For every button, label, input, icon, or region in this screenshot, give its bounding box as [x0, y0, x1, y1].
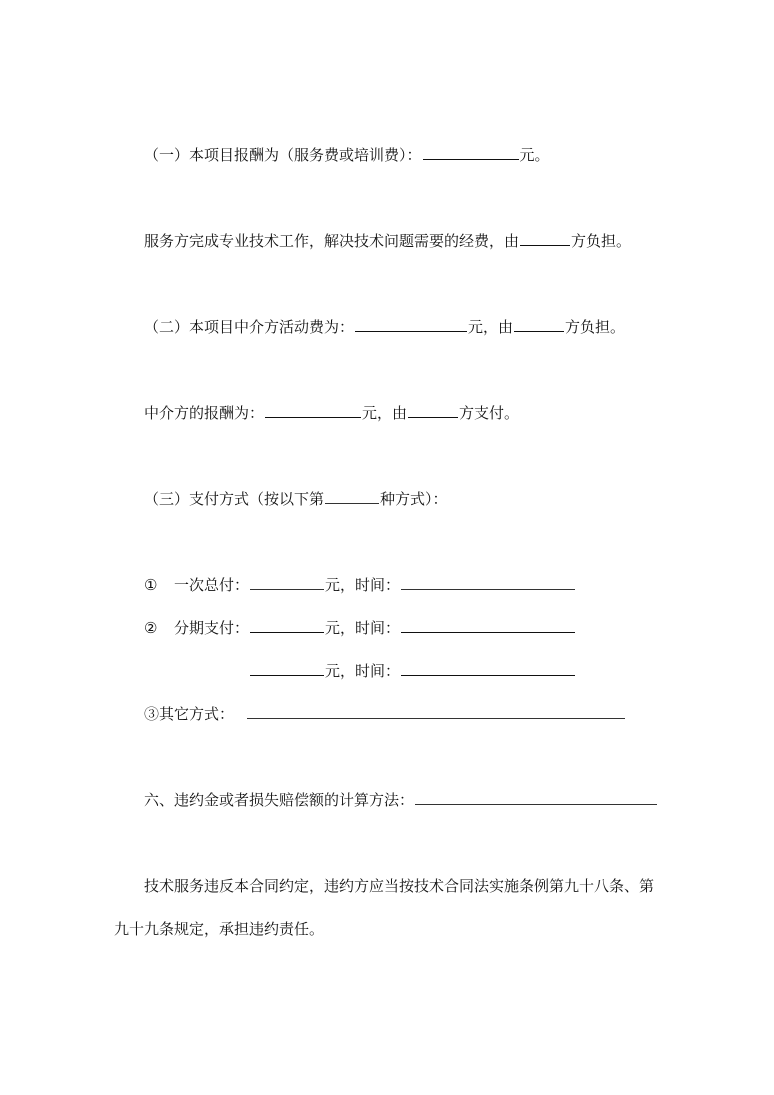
installment-middle-2: 元，时间： [325, 662, 401, 680]
agent-pay-line [144, 403, 519, 423]
installment-amount-blank-2[interactable] [250, 661, 324, 676]
penalty-line [144, 790, 658, 810]
agent-pay-prefix: 中介方的报酬为： [144, 404, 265, 422]
fee-amount-blank[interactable] [423, 145, 519, 160]
payment-method-suffix: 种方式）： [380, 490, 448, 508]
lump-sum-marker: ① [144, 576, 158, 594]
agent-fee-suffix: 方负担。 [565, 318, 626, 336]
lump-sum-time-blank[interactable] [401, 575, 575, 590]
agent-fee-prefix: （二）本项目中介方活动费为： [144, 318, 355, 336]
agent-fee-party-blank[interactable] [514, 317, 564, 332]
installment-time-blank-2[interactable] [401, 661, 575, 676]
liability-text-1: 技术服务违反本合同约定，违约方应当按技术合同法实施条例第九十八条、第 [144, 877, 655, 895]
other-method-label: ③其它方式： [144, 705, 235, 723]
fee-line [144, 145, 550, 165]
payment-method-prefix: （三）支付方式（按以下第 [144, 490, 325, 508]
expense-party-blank[interactable] [520, 231, 570, 246]
installment-line-2 [249, 661, 576, 681]
agent-fee-amount-blank[interactable] [355, 317, 467, 332]
installment-amount-blank-1[interactable] [250, 618, 324, 633]
penalty-method-blank[interactable] [415, 790, 657, 805]
liability-text-2: 九十九条规定，承担违约责任。 [114, 920, 325, 938]
lump-sum-amount-blank[interactable] [250, 575, 324, 590]
installment-middle-1: 元，时间： [325, 619, 401, 637]
installment-line-1 [144, 618, 576, 638]
liability-line-1 [144, 876, 654, 896]
penalty-label: 六、违约金或者损失赔偿额的计算方法： [144, 791, 415, 809]
payment-method-choice-blank[interactable] [325, 489, 379, 504]
fee-prefix: （一）本项目报酬为（服务费或培训费）： [144, 146, 422, 164]
agent-pay-middle: 元，由 [362, 404, 408, 422]
expense-prefix: 服务方完成专业技术工作，解决技术问题需要的经费，由 [144, 232, 520, 250]
payment-method-line [144, 489, 448, 509]
agent-fee-line [144, 317, 625, 337]
installment-marker: ② [144, 619, 158, 637]
expense-line [144, 231, 631, 251]
other-method-blank[interactable] [247, 704, 625, 719]
agent-fee-middle: 元，由 [468, 318, 514, 336]
fee-suffix: 元。 [519, 146, 550, 164]
agent-pay-suffix: 方支付。 [459, 404, 520, 422]
lump-sum-label: 一次总付： [174, 576, 250, 594]
agent-pay-party-blank[interactable] [408, 403, 458, 418]
expense-suffix: 方负担。 [571, 232, 632, 250]
agent-pay-amount-blank[interactable] [265, 403, 361, 418]
other-method-line [144, 704, 626, 724]
installment-time-blank-1[interactable] [401, 618, 575, 633]
liability-line-2 [114, 919, 324, 939]
installment-label: 分期支付： [174, 619, 250, 637]
lump-sum-middle: 元，时间： [325, 576, 401, 594]
lump-sum-line [144, 575, 576, 595]
